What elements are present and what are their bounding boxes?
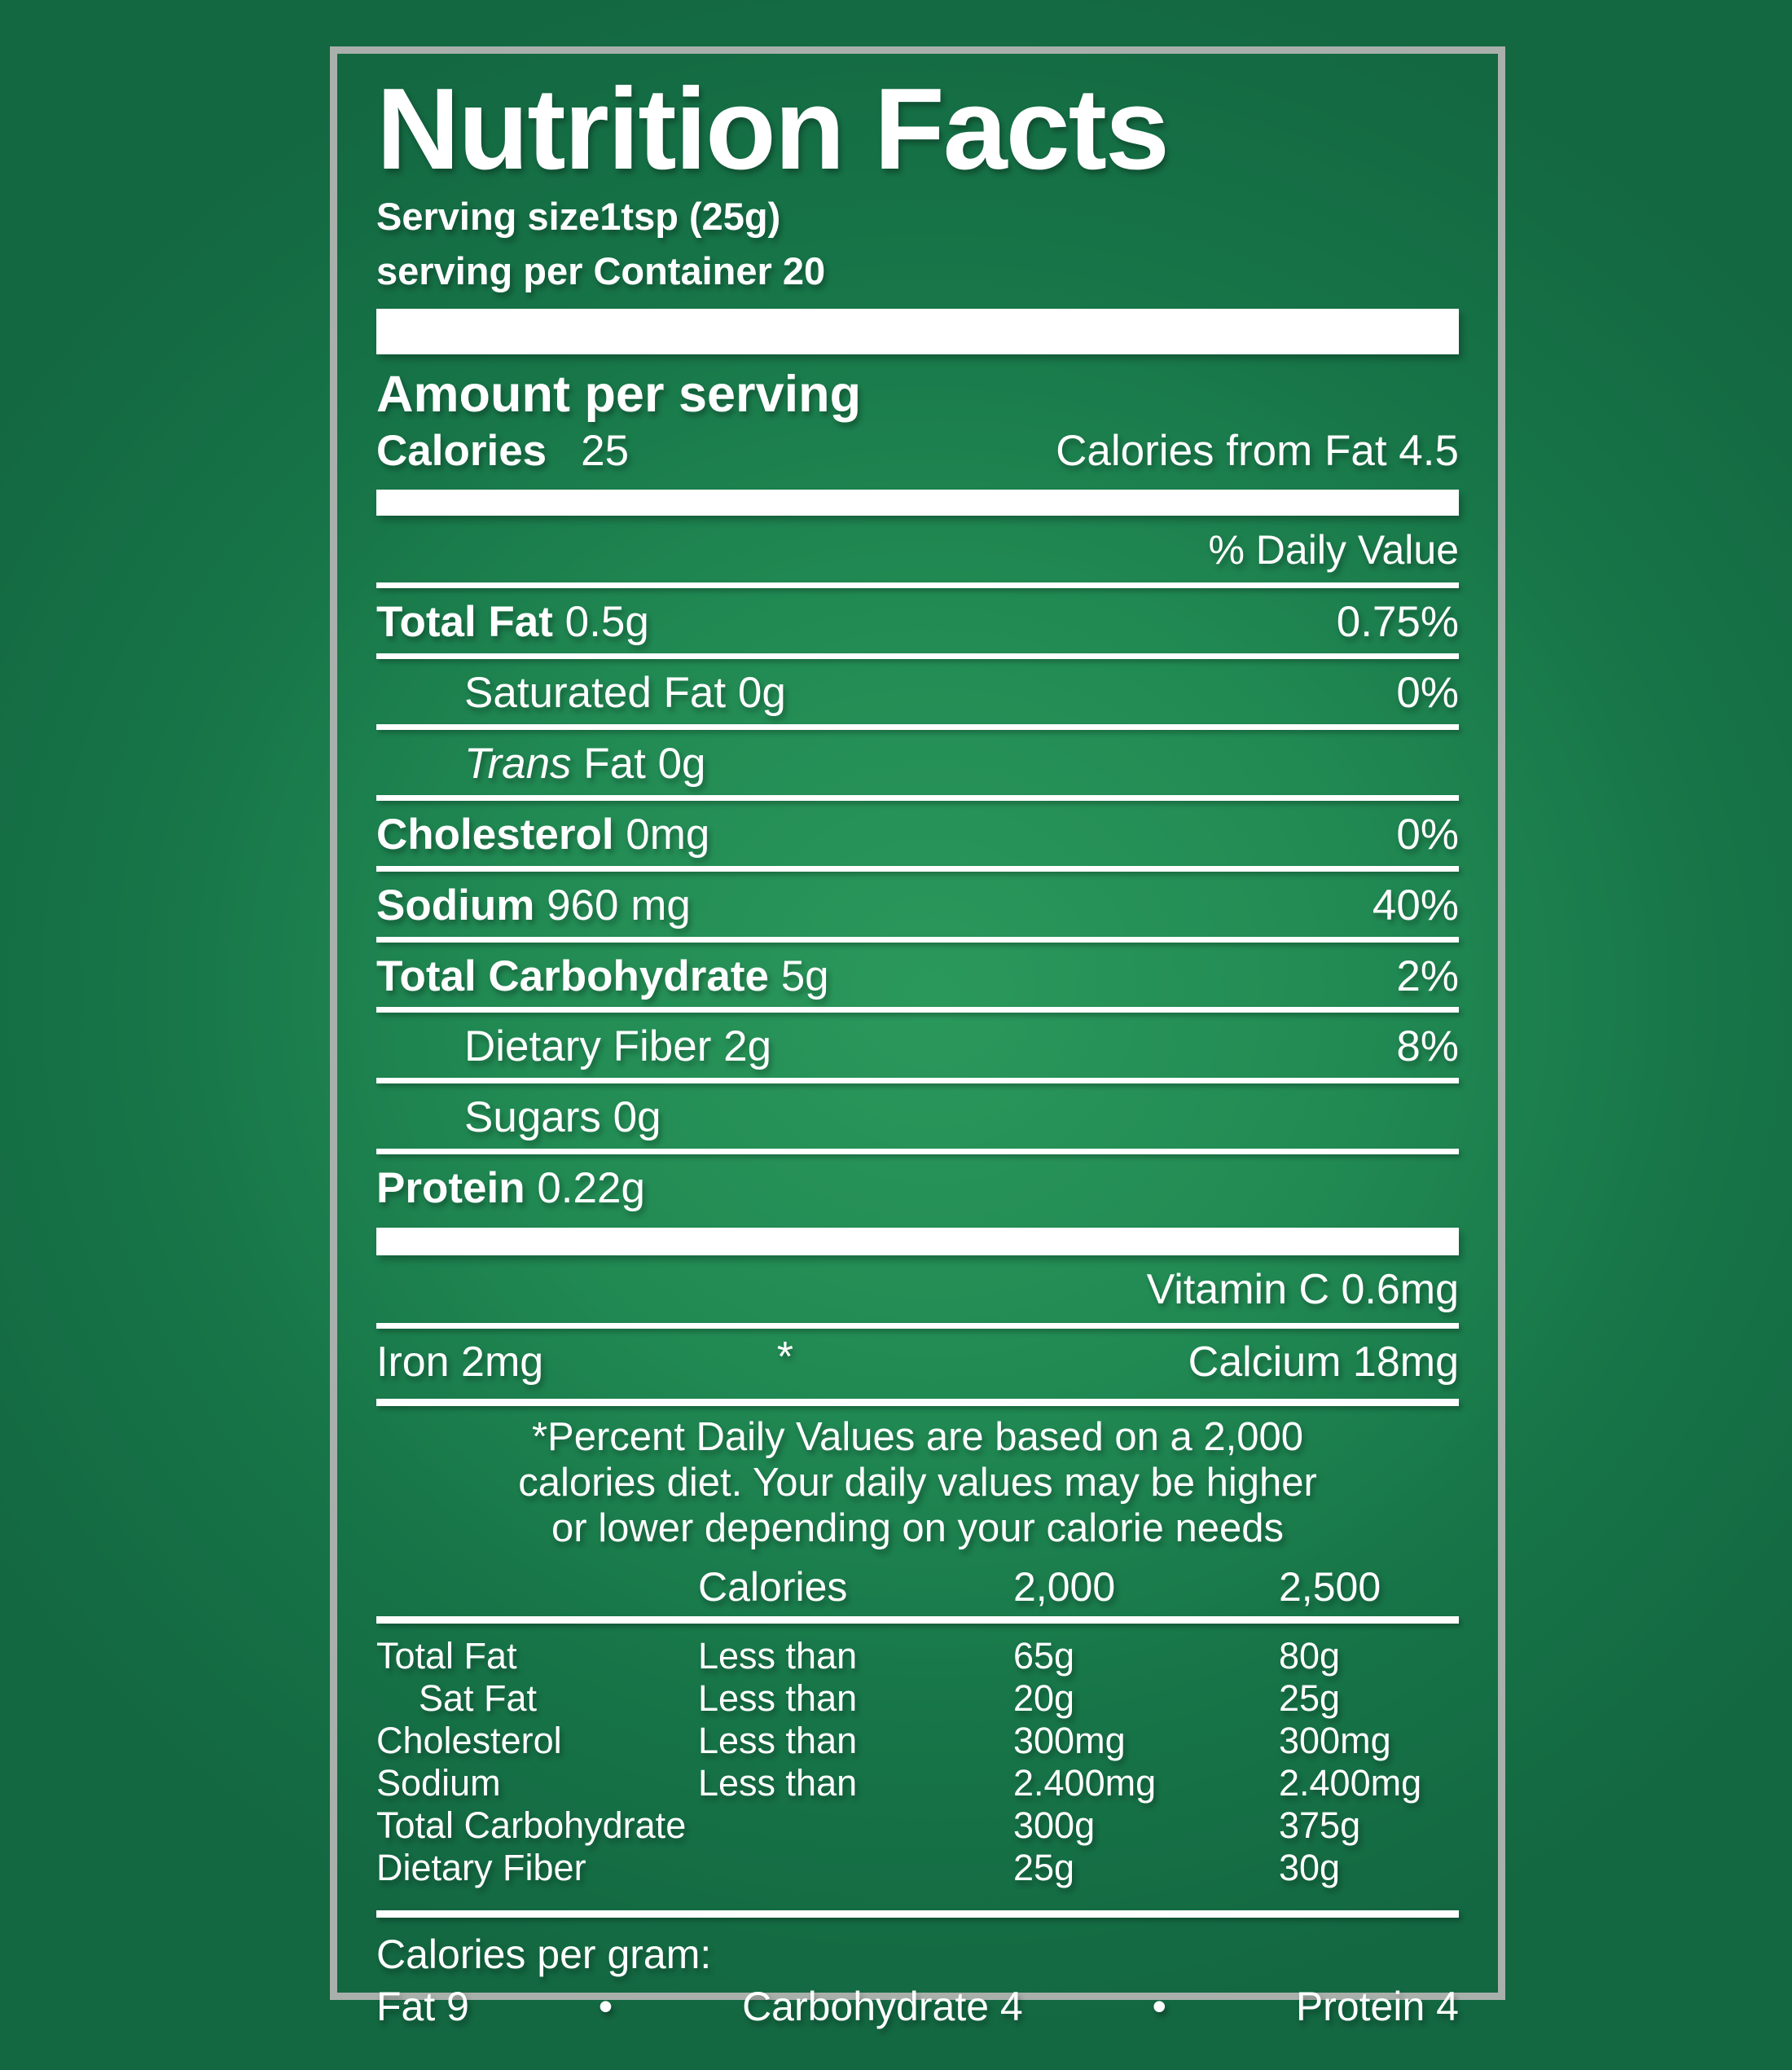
vitamin-c-row: Vitamin C 0.6mg bbox=[1146, 1266, 1459, 1314]
iron-value: Iron 2mg bbox=[376, 1338, 544, 1387]
dv-cell: Sat Fat bbox=[419, 1677, 538, 1720]
nutrient-label: Dietary Fiber bbox=[464, 1022, 712, 1071]
dv-cell: Less than bbox=[698, 1762, 858, 1804]
servings-per-container-text: serving per Container 20 bbox=[376, 248, 826, 292]
nutrient-row-total-carbohydrate bbox=[376, 943, 1459, 1008]
nutrient-amount: 960 mg bbox=[547, 881, 691, 930]
iron-calcium-row bbox=[376, 1329, 1459, 1399]
nutrient-row-protein bbox=[376, 1154, 1459, 1220]
dv-cell: 65g bbox=[1013, 1635, 1075, 1677]
dv-header-2500: 2,500 bbox=[1279, 1564, 1381, 1611]
calories-per-gram-heading: Calories per gram: bbox=[376, 1932, 712, 1978]
separator-line bbox=[376, 866, 1459, 872]
nutrient-label: Saturated Fat bbox=[464, 669, 727, 718]
footnote-line: calories diet. Your daily values may be higher bbox=[518, 1461, 1317, 1505]
daily-value-footnote bbox=[376, 1414, 1459, 1551]
nutrient-label: Cholesterol bbox=[376, 810, 614, 859]
dv-table-row bbox=[376, 1624, 1459, 1677]
thick-separator-bar bbox=[376, 309, 1459, 354]
footnote-line: or lower depending on your calorie needs bbox=[551, 1506, 1284, 1551]
dv-cell: 30g bbox=[1279, 1847, 1341, 1889]
nutrient-name-amount bbox=[376, 881, 691, 930]
nutrient-name-amount bbox=[376, 952, 829, 1001]
dv-cell: Dietary Fiber bbox=[376, 1847, 586, 1889]
dv-header-calories: Calories bbox=[698, 1564, 848, 1611]
nutrient-row-sodium bbox=[376, 872, 1459, 937]
dv-cell bbox=[698, 1847, 1013, 1889]
separator-line bbox=[376, 1616, 1459, 1624]
nutrient-name-amount bbox=[376, 1164, 645, 1213]
nutrient-name-amount bbox=[376, 811, 709, 859]
nutrient-dv: 2% bbox=[1396, 951, 1459, 1000]
nutrient-label: Protein bbox=[376, 1164, 525, 1213]
dv-cell: Less than bbox=[698, 1677, 858, 1720]
thick-separator-bar bbox=[376, 1228, 1459, 1255]
bullet-separator: • bbox=[1152, 1984, 1167, 2030]
nutrient-amount: 2g bbox=[723, 1022, 772, 1071]
calories-per-gram-row bbox=[376, 1984, 1459, 2030]
nutrient-amount: Fat 0g bbox=[583, 739, 706, 788]
dv-cell: 375g bbox=[1279, 1804, 1361, 1847]
dv-cell: 25g bbox=[1013, 1847, 1075, 1889]
separator-line bbox=[376, 582, 1459, 588]
nutrient-row-cholesterol bbox=[376, 801, 1459, 866]
nutrient-row-trans-fat bbox=[376, 730, 1459, 795]
dv-cell bbox=[698, 1804, 1013, 1847]
nutrient-amount: 0.22g bbox=[537, 1164, 645, 1213]
nutrient-name-amount bbox=[376, 669, 786, 718]
nutrient-dv: 8% bbox=[1396, 1022, 1459, 1071]
separator-line bbox=[376, 1910, 1459, 1918]
dv-cell: 2.400mg bbox=[1013, 1762, 1157, 1804]
dv-table-row bbox=[376, 1847, 1459, 1889]
asterisk-marker: * bbox=[776, 1334, 793, 1382]
dv-cell: 2.400mg bbox=[1279, 1762, 1422, 1804]
separator-line bbox=[376, 795, 1459, 801]
footnote-line: *Percent Daily Values are based on a 2,000 bbox=[531, 1415, 1304, 1460]
nutrient-row-saturated-fat bbox=[376, 659, 1459, 724]
nutrient-label: Total Carbohydrate bbox=[376, 951, 769, 1000]
dv-table-row bbox=[376, 1677, 1459, 1720]
nutrient-label: Total Fat bbox=[376, 598, 553, 647]
dv-header-2000: 2,000 bbox=[1013, 1564, 1116, 1611]
nutrient-name-amount bbox=[376, 1022, 771, 1071]
cpg-fat: Fat 9 bbox=[376, 1984, 469, 2030]
calories-from-fat: Calories from Fat 4.5 bbox=[1056, 426, 1459, 475]
dv-table-row bbox=[376, 1804, 1459, 1847]
separator-line bbox=[376, 937, 1459, 943]
separator-line bbox=[376, 1149, 1459, 1154]
nutrient-dv: 40% bbox=[1372, 881, 1459, 930]
separator-line bbox=[376, 1078, 1459, 1083]
nutrient-row-dietary-fiber bbox=[376, 1013, 1459, 1078]
dv-cell: Total Fat bbox=[376, 1635, 517, 1677]
serving-size-text: Serving size1tsp (25g) bbox=[376, 195, 781, 239]
calories-value: 25 bbox=[581, 426, 630, 475]
bullet-separator: • bbox=[598, 1984, 613, 2030]
calories-row bbox=[376, 426, 1459, 475]
nutrient-amount: 0mg bbox=[626, 810, 710, 859]
separator-line bbox=[376, 653, 1459, 659]
nutrient-row-total-fat bbox=[376, 588, 1459, 653]
separator-line bbox=[376, 1323, 1459, 1329]
nutrient-label: Sugars bbox=[464, 1093, 601, 1142]
daily-value-header: % Daily Value bbox=[1208, 527, 1459, 574]
dv-cell: Less than bbox=[698, 1720, 858, 1762]
calories-label: Calories bbox=[376, 426, 547, 475]
nutrient-label: Sodium bbox=[376, 881, 535, 930]
nutrient-amount: 0g bbox=[737, 669, 786, 718]
amount-per-serving-heading: Amount per serving bbox=[376, 365, 862, 423]
separator-line bbox=[376, 1399, 1459, 1406]
nutrient-dv: 0% bbox=[1396, 669, 1459, 718]
separator-line bbox=[376, 724, 1459, 730]
nutrient-label: Trans bbox=[464, 739, 572, 788]
calories-left bbox=[376, 426, 630, 475]
nutrient-name-amount bbox=[376, 598, 649, 647]
cpg-protein: Protein 4 bbox=[1295, 1984, 1459, 2030]
dv-cell: 300mg bbox=[1279, 1720, 1391, 1762]
nutrition-facts-label bbox=[330, 46, 1505, 2030]
dv-cell: 300mg bbox=[1013, 1720, 1126, 1762]
dv-cell: Total Carbohydrate bbox=[376, 1804, 687, 1847]
dv-cell: 300g bbox=[1013, 1804, 1096, 1847]
nutrient-dv: 0.75% bbox=[1336, 598, 1459, 647]
dv-table-row bbox=[376, 1720, 1459, 1762]
dv-cell: Sodium bbox=[376, 1762, 501, 1804]
calcium-value: Calcium 18mg bbox=[1188, 1338, 1459, 1387]
dv-cell: 80g bbox=[1279, 1635, 1341, 1677]
daily-values-table bbox=[376, 1564, 1459, 1889]
nutrient-amount: 5g bbox=[780, 951, 829, 1000]
page-title: Nutrition Facts bbox=[376, 64, 1168, 194]
nutrient-name-amount bbox=[376, 740, 706, 789]
dv-table-header-row bbox=[376, 1564, 1459, 1610]
cpg-carbohydrate: Carbohydrate 4 bbox=[742, 1984, 1023, 2030]
dv-cell: 25g bbox=[1279, 1677, 1341, 1720]
separator-line bbox=[376, 1007, 1459, 1013]
dv-table-row bbox=[376, 1762, 1459, 1804]
nutrient-amount: 0g bbox=[613, 1093, 661, 1142]
dv-header-spacer bbox=[376, 1564, 698, 1610]
dv-cell: 20g bbox=[1013, 1677, 1075, 1720]
nutrient-dv: 0% bbox=[1396, 810, 1459, 859]
nutrient-amount: 0.5g bbox=[564, 598, 649, 647]
dv-cell: Cholesterol bbox=[376, 1720, 562, 1762]
dv-cell: Less than bbox=[698, 1635, 858, 1677]
thick-separator-bar bbox=[376, 490, 1459, 516]
nutrient-name-amount bbox=[376, 1093, 661, 1142]
nutrient-row-sugars bbox=[376, 1083, 1459, 1149]
